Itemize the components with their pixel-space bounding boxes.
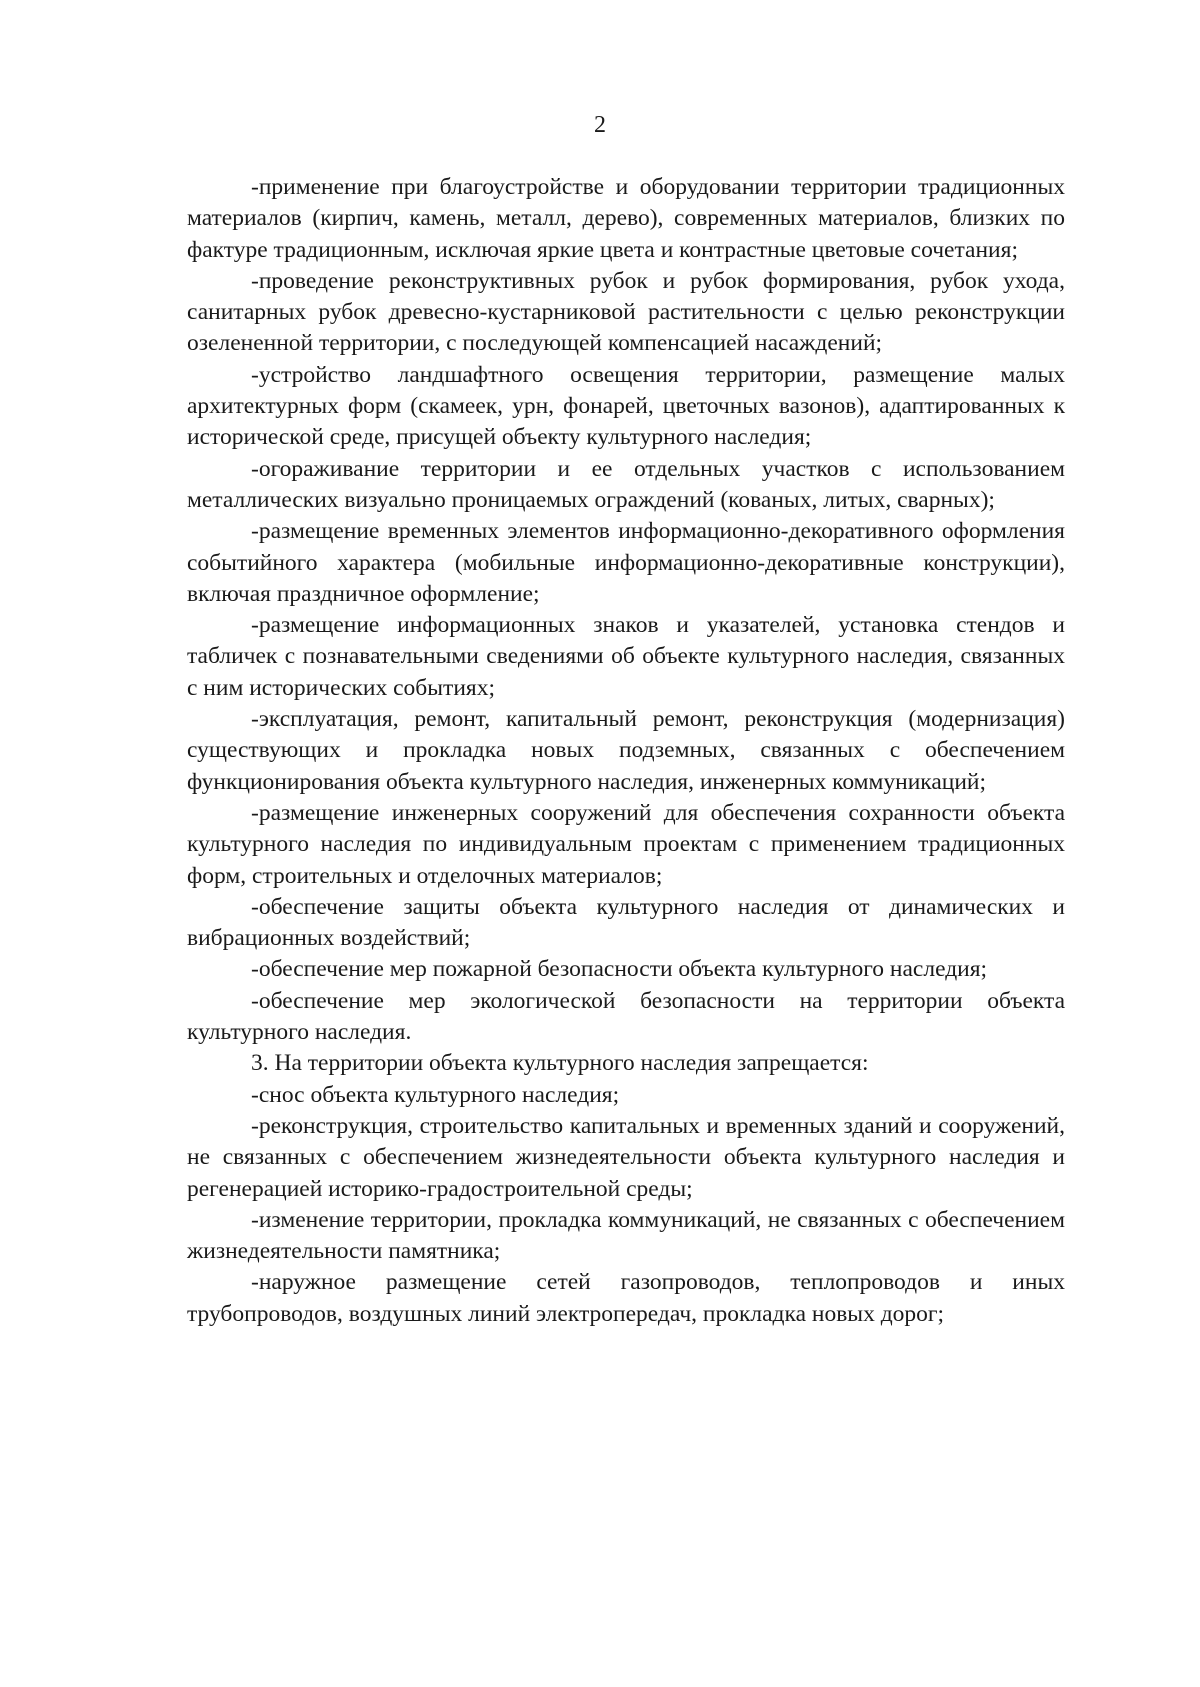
paragraph: -размещение информационных знаков и указателей, установка стендов и табличек с познавательными сведениями об объекте культурного наследия, связанных с ним исторических событиях; [187,612,1065,701]
paragraph: -огораживание территории и ее отдельных участков с использованием металлических визуально проницаемых ограждений (кованых, литых, сварных); [187,455,1065,513]
paragraph: -обеспечение мер экологической безопасности на территории объекта культурного наследия. [187,987,1065,1046]
paragraph: -обеспечение мер пожарной безопасности объекта культурного наследия; [251,956,988,983]
paragraph: -наружное размещение сетей газопроводов, теплопроводов и иных трубопроводов, воздушных линий электропередач, прокладка новых дорог; [187,1269,1065,1327]
paragraph: -эксплуатация, ремонт, капитальный ремонт, реконструкция (модернизация) существующих и прокладка новых подземных, связанных с обеспечением функционирования объекта культурного наследия, инженерных коммуникаций; [187,706,1065,795]
section-heading: 3. На территории объекта культурного наследия запрещается: [251,1050,869,1077]
page-number: 2 [594,112,606,138]
paragraph: -изменение территории, прокладка коммуникаций, не связанных с обеспечением жизнедеятельности памятника; [187,1206,1065,1265]
paragraph: -снос объекта культурного наследия; [251,1081,620,1108]
document-body [187,172,1065,1330]
paragraph: -размещение инженерных сооружений для обеспечения сохранности объекта культурного наследия по индивидуальным проектам с применением традиционных форм, строительных и отделочных материалов; [187,799,1065,889]
paragraph: -обеспечение защиты объекта культурного наследия от динамических и вибрационных воздействий; [187,893,1065,952]
paragraph: -размещение временных элементов информационно-декоративного оформления событийного характера (мобильные информационно-декоративные конструкции), включая праздничное оформление; [187,518,1065,607]
paragraph: -проведение реконструктивных рубок и рубок формирования, рубок ухода, санитарных рубок древесно-кустарниковой растительности с целью реконструкции озелененной территории, с последующей компенсацией насаждений; [187,267,1065,357]
paragraph: -устройство ландшафтного освещения территории, размещение малых архитектурных форм (скамеек, урн, фонарей, цветочных вазонов), адаптированных к исторической среде, присущей объекту культурного наследия; [187,361,1065,451]
paragraph: -реконструкция, строительство капитальных и временных зданий и сооружений, не связанных с обеспечением жизнедеятельности объекта культурного наследия и регенерацией историко-градостроительной среды; [187,1112,1065,1202]
paragraph: -применение при благоустройстве и оборудовании территории традиционных материалов (кирпич, камень, металл, дерево), современных материалов, близких по фактуре традиционным, исключая яркие цвета и контрастные цветовые сочетания; [187,174,1065,263]
